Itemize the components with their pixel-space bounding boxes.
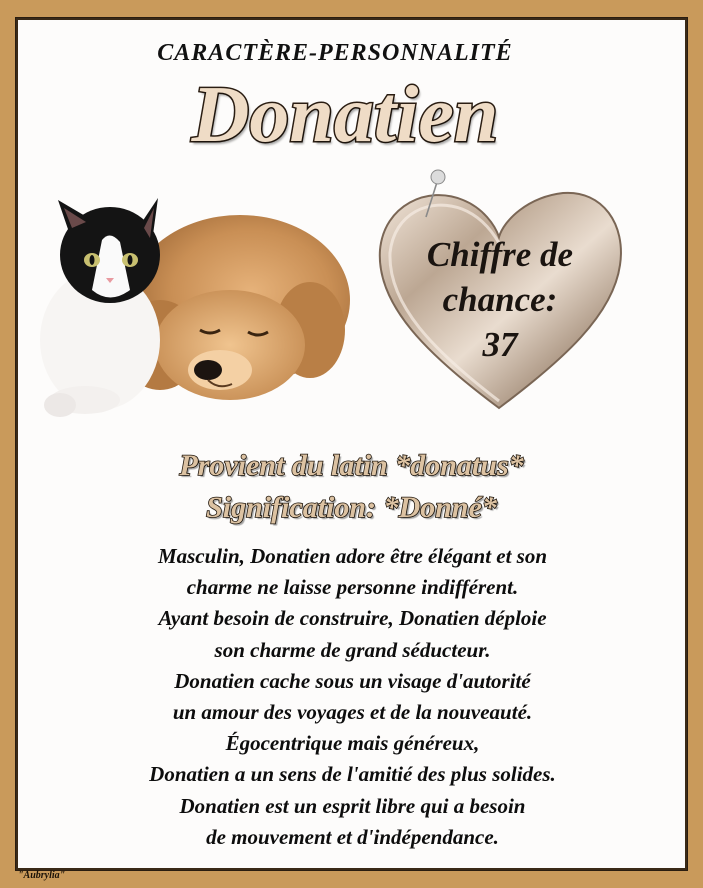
name-title: Donatien (191, 71, 499, 159)
description-line: un amour des voyages et de la nouveauté. (172, 700, 533, 725)
card-subtitle: CARACTÈRE-PERSONNALITÉ (157, 40, 513, 66)
description-line: Masculin, Donatien adore être élégant et son (157, 544, 548, 568)
description-line: charme ne laisse personne indifférent. (186, 575, 519, 600)
description-line: Donatien cache sous un visage d'autorité (174, 668, 531, 693)
kitten-and-puppy-image (30, 180, 360, 430)
lucky-number-text (380, 232, 620, 367)
origin-line: Provient du latin *donatus* (179, 449, 524, 482)
description-line: son charme de grand séducteur. (214, 637, 491, 662)
description-line: Donatien a un sens de l'amitié des plus solides. (149, 762, 556, 787)
meaning-line: Signification: *Donné* (206, 491, 497, 524)
description-line: de mouvement et d'indépendance. (206, 824, 499, 849)
lucky-label-line1: Chiffre de (426, 235, 574, 274)
artist-credit: "Aubrylia" (18, 870, 66, 881)
description-line: Ayant besoin de construire, Donatien déploie (158, 606, 547, 631)
personality-description (30, 541, 675, 853)
lucky-number: 37 (482, 325, 518, 364)
description-line: Donatien est un esprit libre qui a besoin (179, 793, 526, 818)
lucky-label-line2: chance: (442, 280, 558, 319)
description-line: Égocentrique mais généreux, (225, 731, 480, 756)
